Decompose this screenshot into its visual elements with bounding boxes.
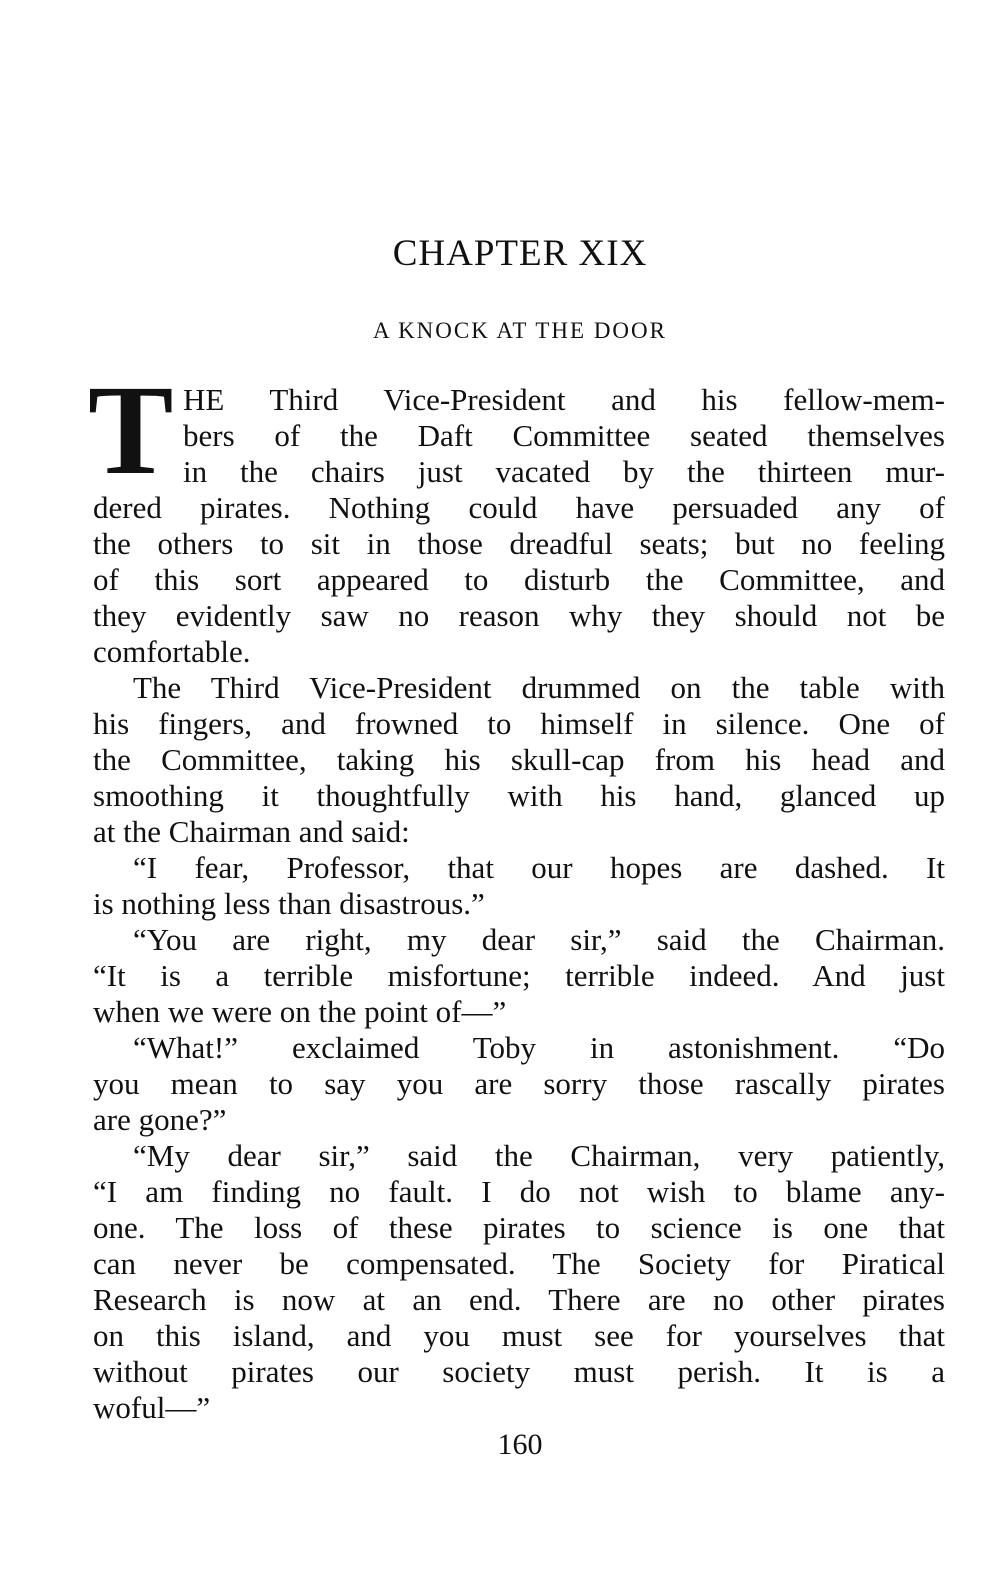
paragraph [93, 670, 945, 850]
paragraph [93, 850, 945, 922]
text-line: on this island, and you must see for yourselves that [93, 1318, 945, 1353]
text-line: “I fear, Professor, that our hopes are dashed. It [133, 850, 945, 885]
text-line: the others to sit in those dreadful seats; but no feeling [93, 526, 945, 561]
text-line: smoothing it thoughtfully with his hand, glanced up [93, 778, 945, 813]
text-line: the Committee, taking his skull-cap from his head and [93, 742, 945, 777]
text-line: HE Third Vice-President and his fellow-mem- [183, 382, 945, 417]
drop-cap: T [88, 359, 174, 501]
text-line: “It is a terrible misfortune; terrible indeed. And just [93, 958, 945, 993]
text-line: can never be compensated. The Society for Piratical [93, 1246, 945, 1281]
text-line: without pirates our society must perish. It is a [93, 1354, 945, 1389]
text-line: comfortable. [93, 634, 251, 669]
paragraph [93, 1138, 945, 1426]
text-line: his fingers, and frowned to himself in silence. One of [93, 706, 945, 741]
text-line: one. The loss of these pirates to science is one that [93, 1210, 945, 1245]
text-line: you mean to say you are sorry those rascally pirates [93, 1066, 945, 1101]
text-line: bers of the Daft Committee seated themselves [183, 418, 945, 453]
chapter-title: CHAPTER XIX [392, 233, 648, 274]
text-line: “You are right, my dear sir,” said the Chairman. [133, 922, 945, 957]
paragraph [93, 382, 945, 670]
chapter-subtitle: A KNOCK AT THE DOOR [372, 318, 667, 343]
text-line: in the chairs just vacated by the thirteen mur- [183, 454, 945, 489]
text-line: “What!” exclaimed Toby in astonishment. “Do [133, 1030, 945, 1065]
text-line: when we were on the point of—” [93, 994, 507, 1029]
text-line: Research is now at an end. There are no other pirates [93, 1282, 945, 1317]
page-number: 160 [497, 1428, 543, 1461]
text-line: “My dear sir,” said the Chairman, very patiently, [133, 1138, 945, 1173]
body-text [93, 382, 945, 1426]
paragraph [93, 922, 945, 1030]
paragraph [93, 1030, 945, 1138]
text-line: The Third Vice-President drummed on the table with [133, 670, 945, 705]
text-line: they evidently saw no reason why they should not be [93, 598, 945, 633]
text-line: woful—” [93, 1390, 211, 1425]
text-line: at the Chairman and said: [93, 814, 410, 849]
text-line: of this sort appeared to disturb the Committee, and [93, 562, 945, 597]
text-line: is nothing less than disastrous.” [93, 886, 485, 921]
text-line: “I am finding no fault. I do not wish to blame any- [93, 1174, 945, 1209]
text-line: are gone?” [93, 1102, 227, 1137]
text-line: dered pirates. Nothing could have persuaded any of [93, 490, 945, 525]
